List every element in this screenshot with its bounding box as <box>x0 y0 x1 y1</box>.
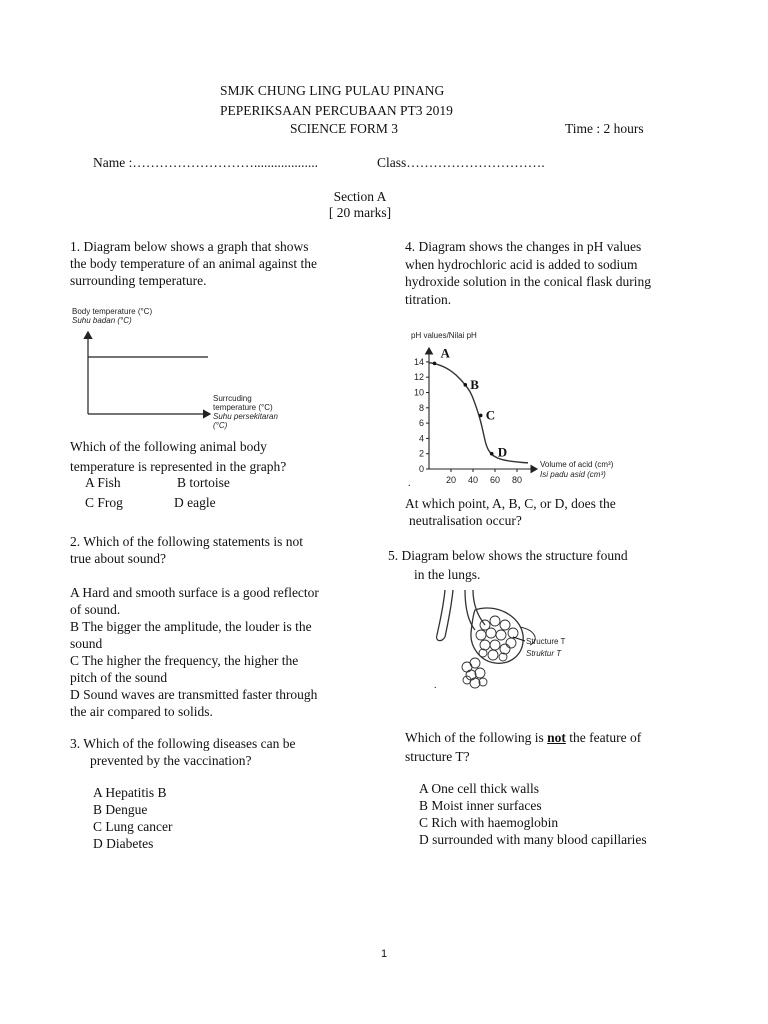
q3-options <box>93 784 172 852</box>
graph-xlabel-ms: Suhu persekitaran <box>213 412 278 421</box>
graph-xlabel-2: temperature (°C) <box>213 403 273 412</box>
y-tick-label: 10 <box>413 387 424 398</box>
name-field[interactable]: Name :………………………................... <box>93 155 318 170</box>
q5-options <box>419 780 647 848</box>
q3-option-c[interactable]: C Lung cancer <box>93 819 173 834</box>
ph-titration-chart <box>385 322 685 492</box>
text-line: 2. Which of the following statements is not <box>70 534 303 549</box>
text-line: hydroxide solution in the conical flask during <box>405 274 651 289</box>
y-tick-label: 2 <box>418 448 424 459</box>
text-line: the body temperature of an animal against the <box>70 256 318 271</box>
text-line: neutralisation occur? <box>409 513 522 528</box>
graph-xlabel-ms-2: (°C) <box>213 421 228 430</box>
time-allowed: Time : 2 hours <box>565 121 644 136</box>
graph-xlabel: Surrcuding <box>213 394 252 403</box>
subject-title: SCIENCE FORM 3 <box>290 121 399 136</box>
q2-option-c[interactable]: C The higher the frequency, the higher the <box>70 653 299 668</box>
text-line: 3. Which of the following diseases can be <box>70 736 296 751</box>
q1-temperature-graph <box>60 298 320 440</box>
y-tick-label: 14 <box>413 356 424 367</box>
text-line: surrounding temperature. <box>70 273 207 288</box>
question-5-ask <box>405 730 641 746</box>
question-5-stem <box>388 546 628 584</box>
text-line: temperature is represented in the graph? <box>70 459 287 474</box>
x-tick-label: 40 <box>467 475 479 485</box>
alveoli-cluster-lower <box>462 658 487 688</box>
text-line: 4. Diagram shows the changes in pH values <box>405 239 642 254</box>
q5-option-d[interactable]: D surrounded with many blood capillaries <box>419 832 647 847</box>
school-name: SMJK CHUNG LING PULAU PINANG <box>220 83 445 98</box>
q1-option-c[interactable]: C Frog <box>85 495 123 510</box>
text-line: true about sound? <box>70 551 166 566</box>
point-c-label[interactable]: C <box>485 407 496 423</box>
alveoli-diagram <box>425 585 605 697</box>
x-tick-label: 80 <box>511 475 523 485</box>
q2-options <box>70 584 319 720</box>
alveoli-cluster <box>476 616 518 661</box>
q5-option-c[interactable]: C Rich with haemoglobin <box>419 815 559 830</box>
question-4-ask <box>405 495 616 529</box>
section-title: Section A <box>333 189 387 204</box>
ask-text: the feature of <box>565 730 642 745</box>
graph-ylabel-ms: Suhu badan (°C) <box>72 316 132 325</box>
q2-option-a[interactable]: A Hard and smooth surface is a good reflector <box>70 585 319 600</box>
text-line: 1. Diagram below shows a graph that shows <box>70 239 309 254</box>
q1-option-d[interactable]: D eagle <box>174 495 216 510</box>
q3-option-b[interactable]: B Dengue <box>93 802 148 817</box>
question-4-stem <box>405 238 651 308</box>
q5-option-a[interactable]: A One cell thick walls <box>419 781 539 796</box>
q1-option-a[interactable]: A Fish <box>85 475 121 490</box>
question-2-stem <box>70 533 303 567</box>
stray-dot: . <box>434 680 437 691</box>
point-b-label[interactable]: B <box>470 376 479 392</box>
y-tick-label: 0 <box>418 464 424 474</box>
q2-option-b-cont: sound <box>70 636 103 651</box>
y-tick-label: 6 <box>418 418 424 429</box>
y-tick-label: 8 <box>418 402 424 413</box>
q2-option-d[interactable]: D Sound waves are transmitted faster through <box>70 687 318 702</box>
point-d-marker <box>490 452 494 456</box>
point-d-label[interactable]: D <box>497 444 508 460</box>
q2-option-d-cont: the air compared to solids. <box>70 704 213 719</box>
text-line: 5. Diagram below shows the structure found <box>388 548 628 563</box>
page-number: 1 <box>380 948 388 960</box>
class-field[interactable]: Class…………………………. <box>377 155 545 170</box>
section-marks: [ 20 marks] <box>328 205 392 220</box>
text-line: in the lungs. <box>414 567 481 582</box>
ask-not-emphasis: not <box>547 730 566 745</box>
bronchiole-outline <box>437 590 445 635</box>
chart-xlabel-ms: Isi padu asid (cm³) <box>540 470 606 479</box>
chart-xlabel: Volume of acid (cm³) <box>540 460 614 469</box>
x-tick-label: 20 <box>445 475 457 485</box>
bronchiole-outline <box>437 635 445 641</box>
q2-option-a-cont: of sound. <box>70 602 121 617</box>
bronchiole-outline <box>445 590 453 637</box>
text-line: prevented by the vaccination? <box>90 753 252 768</box>
exam-title: PEPERIKSAAN PERCUBAAN PT3 2019 <box>220 103 453 118</box>
q1-option-b[interactable]: B tortoise <box>177 475 230 490</box>
q2-option-b[interactable]: B The bigger the amplitude, the louder is the <box>70 619 312 634</box>
text-line: Which of the following animal body <box>70 439 267 454</box>
y-tick-label: 12 <box>413 372 424 383</box>
x-tick-label: 60 <box>489 475 501 485</box>
point-a-label[interactable]: A <box>440 345 450 361</box>
chart-ylabel: pH values/Nilai pH <box>411 331 477 340</box>
question-5-ask-line2: structure T? <box>405 749 470 764</box>
question-1-ask <box>70 437 286 477</box>
point-a-marker <box>433 362 437 366</box>
point-c-marker <box>479 414 483 418</box>
point-b-marker <box>464 383 468 387</box>
y-tick-label: 4 <box>418 433 424 444</box>
ask-text: Which of the following is <box>405 730 548 745</box>
structure-t-label-ms: Struktur T <box>526 649 562 658</box>
graph-ylabel: Body temperature (°C) <box>72 307 153 316</box>
text-line: when hydrochloric acid is added to sodium <box>405 256 638 272</box>
question-1-stem <box>70 238 317 289</box>
question-3-stem <box>70 735 295 769</box>
q2-option-c-cont: pitch of the sound <box>70 670 168 685</box>
stray-dot: . <box>408 478 411 489</box>
q3-option-a[interactable]: A Hepatitis B <box>93 785 167 800</box>
text-line: At which point, A, B, C, or D, does the <box>405 496 616 511</box>
structure-t-label: Structure T <box>526 637 566 646</box>
q5-option-b[interactable]: B Moist inner surfaces <box>419 798 542 813</box>
text-line: titration. <box>405 291 452 307</box>
q3-option-d[interactable]: D Diabetes <box>93 836 154 851</box>
